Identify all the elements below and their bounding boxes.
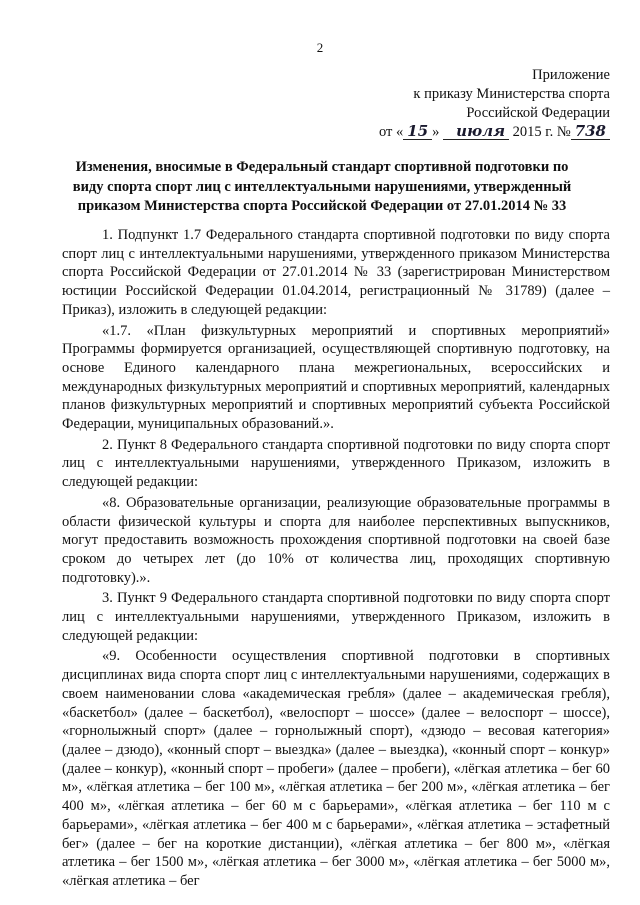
handwritten-day: 15 — [403, 124, 432, 140]
paragraph-6: «9. Особенности осуществления спортивной подготовки в спортивных дисциплинах вида спорта спорт лиц с интеллектуальными нарушениями, содержащих в своем наименовании слова «академическая гребля» (далее – академическая гребля), «баскетбол» (далее – баскетбол), «велоспорт – шоссе» (далее – велоспорт – шоссе), «горнолыжный спорт» (далее – горнолыжный спорт), «дзюдо – весовая категория» (далее – дзюдо), «конный спорт – выездка» (далее – выездка), «конный спорт – конкур» (далее – конкур), «конный спорт – пробеги» (далее – пробеги), «лёгкая атлетика – бег 60 м», «лёгкая атлетика – бег 100 м», «лёгкая атлетика – бег 200 м», «лёгкая атлетика – бег 400 м», «лёгкая атлетика – бег 60 м с барьерами», «лёгкая атлетика – бег 110 м с барьерами», «лёгкая атлетика – бег 400 м с барьерами», «лёгкая атлетика – эстафетный бег» (далее – бег на короткие дистанции), «лёгкая атлетика – бег 800 м», «лёгкая атлетика – бег 1500 м», «лёгкая атлетика – бег 3000 м», «лёгкая атлетика – бег 5000 м», «лёгкая атлетика – бег — [62, 648, 610, 889]
paragraph-5: 3. Пункт 9 Федерального стандарта спортивной подготовки по виду спорта спорт лиц с интеллектуальными нарушениями, утвержденного Приказом, изложить в следующей редакции: — [62, 590, 610, 644]
date-mid: » — [432, 124, 440, 140]
appendix-line-3: Российской Федерации — [466, 105, 610, 121]
paragraph-1: 1. Подпункт 1.7 Федерального стандарта спортивной подготовки по виду спорта спорт лиц с интеллектуальными нарушениями, утвержденного приказом Министерства спорта Российской Федерации от 27.01.2014 № 33 (зарегистрирован Министерством юстиции Российской Федерации 01.04.2014, регистрационный № 31789) (далее – Приказ), изложить в следующей редакции: — [62, 227, 610, 318]
handwritten-month: июля — [443, 124, 509, 140]
paragraph-2: «1.7. «План физкультурных мероприятий и спортивных мероприятий» Программы формируется организацией, осуществляющей спортивную подготовку, на основе Единого календарного плана межрегиональных, всероссийских и международных физкультурных мероприятий и спортивных мероприятий, календарных планов физкультурных мероприятий и спортивных мероприятий субъекта Российской Федерации, муниципальных образований.». — [62, 322, 610, 433]
appendix-date-line — [379, 123, 610, 142]
handwritten-number: 738 — [571, 124, 610, 140]
document-title: Изменения, вносимые в Федеральный стандарт спортивной подготовки по виду спорта спорт лиц с интеллектуальными нарушениями, утвержденный приказом Министерства спорта Российской Федерации от 27.01.2014 № 33 — [72, 159, 572, 214]
appendix-line-2: к приказу Министерства спорта — [413, 86, 610, 102]
appendix-line-1: Приложение — [532, 67, 610, 83]
date-prefix: от « — [379, 124, 404, 140]
document-body — [62, 226, 610, 893]
appendix-block — [379, 66, 610, 142]
page-number: 2 — [316, 40, 324, 55]
paragraph-4: «8. Образовательные организации, реализующие образовательные программы в области физической культуры и спорта для наиболее перспективных выпускников, могут предоставить возможность прохождения спортивной подготовки на своей базе сроком до четырех лет (до 10% от количества лиц, проходящих спортивную подготовку).». — [62, 494, 610, 586]
paragraph-3: 2. Пункт 8 Федерального стандарта спортивной подготовки по виду спорта спорт лиц с интеллектуальными нарушениями, утвержденного Приказом, изложить в следующей редакции: — [62, 436, 610, 491]
date-year: 2015 г. № — [512, 124, 571, 140]
